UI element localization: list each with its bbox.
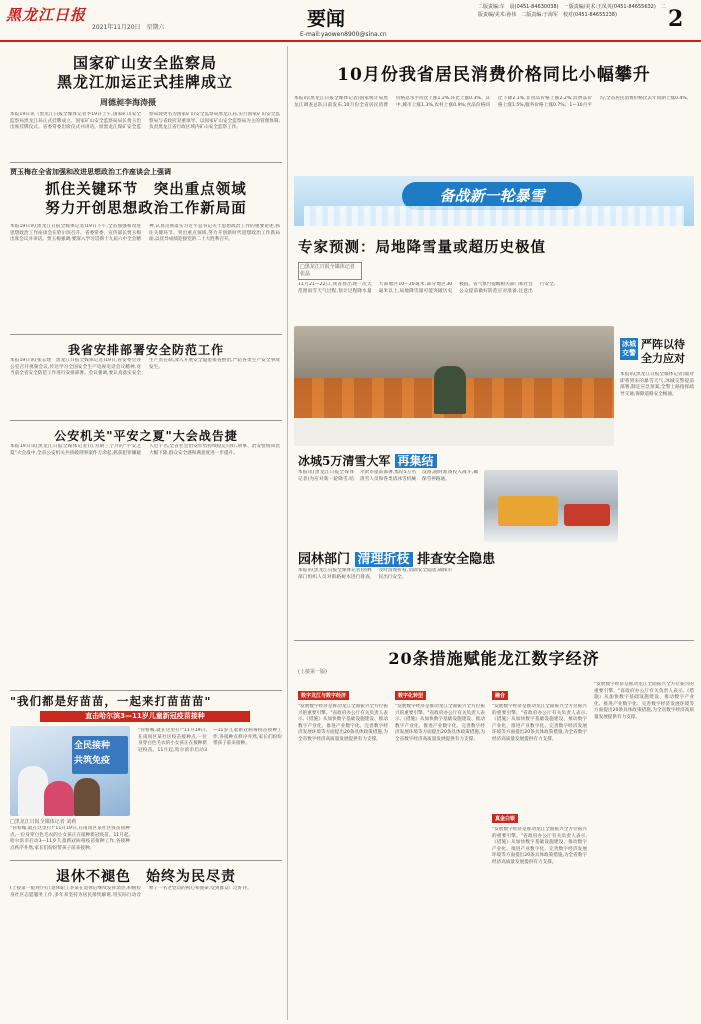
safety-body: 本报19日讯(张志建 黑龙江日报全媒体记者)19日,省安委会办公室召开视频会议,传达学习全国安全生产电视电话会议精神,对当前全省安全防范工作进行安排部署。会议强调,要认真落实安全生产责任制,深入开展安全隐患排查整治,严防各类生产安全事故发生。 (10, 358, 280, 376)
study-kicker: 贾玉梅在全省加强和改进思想政治工作座谈会上强调 (10, 168, 171, 176)
warning-body: 本报讯(黑龙江日报全媒体记者)面对即将到来的暴雪天气,冰城交警提前部署,制定应急预案,全警上路指挥疏导交通,保障道路安全畅通。 (620, 372, 694, 397)
parent-figure (74, 778, 100, 816)
digital-body: "发展数字经济是推动龙江全面振兴全方位振兴的重要引擎。"省政府办公厅有关负责人表示,《措施》从加快数字基础设施建设、推动数字产业化、推进产业数字化、完善数字经济发展环境等方面提出20条具体政策措施,为全省数字经济高质量发展提供有力支撑。 (298, 704, 388, 742)
cpi-body: 本报讯(黑龙江日报全媒体记者)国家统计局黑龙江调查总队日前发布,10月份全省居民消费价格总水平同比上涨1.2%,环比上涨0.3%。其中,城市上涨1.3%,农村上涨0.9%;食品价格同比下降2.1%,非食品价格上涨2.2%;消费品价格上涨1.5%,服务价格上涨0.7%。1—10月平均,全省居民消费价格比去年同期上涨0.4%。 (294, 96, 692, 108)
column-separator (287, 46, 288, 1020)
digital-body: "发展数字经济是推动龙江全面振兴全方位振兴的重要引擎。"省政府办公厅有关负责人表示,《措施》从加快数字基础设施建设、推动数字产业化、推进产业数字化、完善数字经济发展环境等方面提出20条具体政策措施,为全省数字经济高质量发展提供有力支撑。 (594, 682, 694, 720)
plow-vehicle (498, 496, 558, 526)
digital-keyword: 融合 (492, 691, 508, 700)
mine-byline: 周德昶李海涛摄 (100, 98, 156, 107)
vaccine-subtitle: 直击哈尔滨3—11岁儿童新冠疫苗接种 (40, 711, 250, 722)
digital-col-1 (298, 682, 388, 1004)
warning-headline: 严阵以待 全力应对 (641, 338, 685, 365)
digital-body: "发展数字经济是推动龙江全面振兴全方位振兴的重要引擎。"省政府办公厅有关负责人表示,《措施》从加快数字基础设施建设、推动数字产业化、推进产业数字化、完善数字经济发展环境等方面提出20条具体政策措施,为全省数字经济高质量发展提供有力支撑。 (492, 704, 587, 742)
digital-keyword: 真金白银 (492, 814, 518, 823)
plow-vehicle (564, 504, 610, 526)
police-headline: 公安机关"平安之夏"大会战告捷 (54, 429, 238, 443)
snow-clearing-photo (294, 326, 614, 446)
mine-body: 本报19日讯（黑龙江日报全媒体记者李19日上午,国家矿山安全监察局黑龙江局正式挂牌成立。国家矿山安全监察局局长黄玉治出席挂牌仪式。省委常委出席仪式并讲话。原黑龙江煤矿安全监察局现更名为国家矿山安全监察局黑龙江局,实行国家矿山安全监察局与省政府双重领导、以国家矿山安全监察局为主的管理体制,负责黑龙江省行政区域内矿山安全监察工作。 (10, 112, 280, 130)
vaccine-photo (10, 726, 130, 816)
vaccine-headline: "我们都是好苗苗，一起来打苗苗苗" (10, 694, 212, 708)
digital-body: "发展数字经济是推动龙江全面振兴全方位振兴的重要引擎。"省政府办公厅有关负责人表示,《措施》从加快数字基础设施建设、推动数字产业化、推进产业数字化、完善数字经济发展环境等方面提出20条具体政策措施,为全省数字经济高质量发展提供有力支撑。 (395, 704, 485, 742)
divider (294, 640, 694, 641)
snow-byline: □黑龙江日报全媒体记者 张晶 (298, 262, 362, 280)
digital-col-3 (492, 682, 587, 1007)
masthead (0, 0, 701, 42)
section-title: 要闻 (307, 8, 346, 30)
vaccine-body-right: "你看哪,就在这里打!"11月19日,在南岗区某社区疫苗接种点,一位身穿白色毛衣的小女孩正在接种新冠疫苗。11月起,哈尔滨市启动3—11岁儿童新冠病毒疫苗接种工作,各接种点秩序井然,家长们纷纷带孩子前来接种。 (138, 728, 282, 753)
parks-body: 本报讯(黑龙江日报全媒体记者)园林部门组织人员对街路树木进行排查,及时清理折枝,消除安全隐患,确保市民出行安全。 (298, 568, 453, 580)
section-email: E-mail:yaowen8900@sina.cn (300, 31, 387, 38)
snow-body: 11月21—22日,我省将出现一次大范围雨雪天气过程,预计过程降水量大部地区10—20毫米,部分地区30毫米以上,局地降雪量可能突破历史极值。省气象台提醒相关部门和社会公众提前做好防范应对准备,注意出行安全。 (298, 282, 559, 294)
retire-headline: 退休不褪色 始终为民尽责 (56, 869, 236, 885)
warning-tag: 冰城 交警 (620, 338, 638, 360)
snow-decoration (304, 206, 684, 226)
snow-banner (294, 176, 694, 226)
newspaper-logo: 黑龙江日报 (6, 6, 87, 24)
safety-headline: 我省安排部署安全防范工作 (67, 343, 224, 357)
divider (10, 334, 282, 335)
vaccine-caption: □黑龙江日报全媒体记者 刘莉 (10, 819, 77, 825)
snow-banner-title: 备战新一轮暴雪 (402, 182, 582, 210)
issue-date: 2021年11月20日 星期六 (92, 24, 165, 31)
digital-keyword: 数字龙江与数字经济 (298, 691, 349, 700)
cpi-headline: 10月份我省居民消费价格同比小幅攀升 (337, 65, 651, 85)
retire-body: (上接第一版)牡丹江退休职工李某在退休后继续发挥余热,积极投身社区志愿服务工作,多年来坚持为居民排忧解难,用实际行动诠释了一名老党员的初心和使命,受到群众广泛好评。 (10, 886, 252, 898)
digital-body: "发展数字经济是推动龙江全面振兴全方位振兴的重要引擎。"省政府办公厅有关负责人表示,《措施》从加快数字基础设施建设、推动数字产业化、推进产业数字化、完善数字经济发展环境等方面提出20条具体政策措施,为全省数字经济高质量发展提供有力支撑。 (492, 827, 587, 865)
study-headline: 抓住关键环节 突出重点领域 努力开创思想政治工作新局面 (45, 181, 247, 217)
digital-col-4 (594, 682, 694, 1018)
clearing-body: 本报讯(黑龙江日报全媒体记者)为应对新一轮降雪,哈尔滨市提前部署,集结5万名清雪人员和各类清冰雪机械设备,随时准备投入战斗,确保雪停路通。 (298, 470, 478, 482)
worker-figure (434, 366, 466, 414)
study-body: 本报19日讯(黑龙江日报全媒体记者)19日下午,全省加强和改进思想政治工作座谈会在哈尔滨召开。省委常委、宣传部长贾玉梅出席会议并讲话。贾玉梅强调,要深入学习贯彻十九届六中全会精神,认真贯彻落实习近平总书记关于思想政治工作的重要论述,抓住关键环节、突出重点领域,努力开创新时代思想政治工作新局面,以优异成绩迎接党的二十大胜利召开。 (10, 224, 280, 242)
digital-headline: 20条措施赋能龙江数字经济 (388, 649, 600, 668)
snow-plow-photo (484, 470, 618, 542)
divider (10, 420, 282, 421)
child-figure (44, 781, 74, 816)
vaccine-banner: 全民接种 共筑免疫 (72, 736, 128, 774)
page-number: 2 (668, 6, 684, 32)
digital-keyword: 数字化转型 (395, 691, 426, 700)
editor-hotline: 二版责编:车 晨(0451-84630038) 一版责编/美术:王凤英(0451-84655632) 二版责编/美术:孙伟 二版责编:于海军 校对(0451-84655238) (478, 4, 666, 18)
divider (10, 860, 282, 861)
warning-article (620, 338, 694, 366)
snow-headline: 专家预测：局地降雪量或超历史极值 (298, 239, 546, 256)
vaccine-body-left: "你看哪,就在这里打!"11月19日,在南岗区某社区疫苗接种点,一位身穿白色毛衣的小女孩正在接种新冠疫苗。11月起,哈尔滨市启动3—11岁儿童新冠病毒疫苗接种工作,各接种点秩序井然,家长们纷纷带孩子前来接种。 (10, 826, 130, 851)
clearing-headline: 冰城5万清雪大军 再集结 (298, 452, 618, 469)
divider (10, 690, 282, 691)
digital-col-2 (395, 682, 485, 1004)
snow-ground (294, 418, 614, 446)
digital-lead: (上接第一版) (298, 669, 327, 675)
police-body: 本报19日讯(黑龙江日报全媒体记者)在为期三个月的"平安之夏"大会战中,全省公安机关共侦破刑事案件万余起,抓获犯罪嫌疑人近千名,全省社会治安形势持续稳定向好,刑事、治安警情同比大幅下降,群众安全感和满意度进一步提升。 (10, 444, 280, 456)
divider (10, 162, 282, 163)
parks-headline: 园林部门 清理折枝 排查安全隐患 (298, 552, 496, 567)
mine-headline: 国家矿山安全监察局 黑龙江加运正式挂牌成立 (56, 54, 233, 91)
